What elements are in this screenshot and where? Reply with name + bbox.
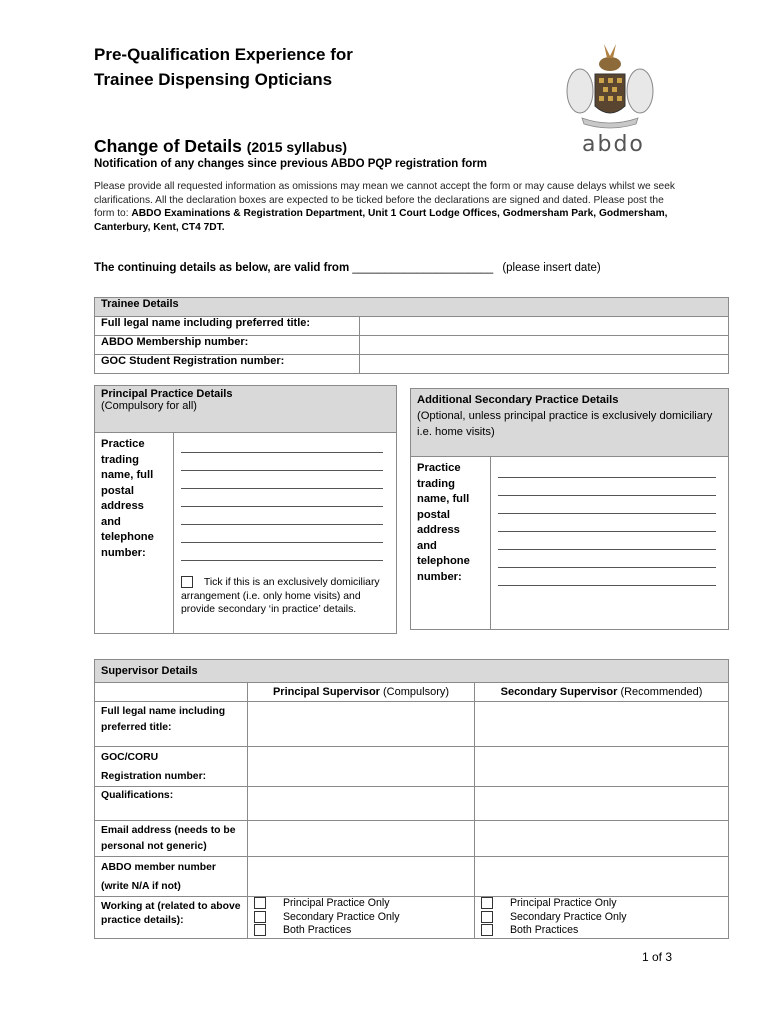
valid-from-label: The continuing details as below, are valid from [94, 262, 350, 274]
secondary-supervisor-header [475, 683, 729, 702]
notification-subheading: Notification of any changes since previous ABDO PQP registration form [94, 158, 487, 170]
principal-supervisor-qualifications-field[interactable] [248, 787, 475, 821]
supervisor-abdo-label [95, 857, 248, 897]
secondary-supervisor-qualifications-field[interactable] [475, 787, 729, 821]
principal-label-cell [95, 432, 174, 634]
principal-working-options [248, 897, 475, 939]
valid-from-hint: (please insert date) [502, 262, 601, 274]
change-of-details-label: Change of Details [94, 136, 242, 156]
goc-label-line-1: GOC/CORU [101, 752, 159, 763]
secondary-option-1-label: Principal Practice Only [509, 897, 617, 909]
goc-label-line-2: Registration number: [101, 771, 207, 782]
domiciliary-tick-row [181, 576, 387, 617]
principal-practice-box [94, 385, 397, 634]
title-line-2: Trainee Dispensing Opticians [94, 70, 333, 89]
supervisor-corner-cell [95, 683, 248, 702]
principal-option-1-label: Principal Practice Only [282, 897, 390, 909]
postal-address: ABDO Examinations & Registration Department, Unit 1 Court Lodge Offices, Godmersham Park, Godmersham, Canterbury, Kent, CT4 7DT. [94, 208, 668, 233]
secondary-option-3 [481, 924, 722, 938]
supervisor-heading: Supervisor Details [95, 660, 729, 683]
domiciliary-checkbox[interactable] [181, 576, 193, 588]
trainee-details-table [94, 297, 729, 374]
secondary-practice-box [410, 388, 729, 630]
intro-text: Please provide all requested information as omissions may mean we cannot accept the form or may cause delays whilst we seek clarifications. All the declaration boxes are expected to be ticked before the declarations are signed and dated. Please post the form to: [94, 181, 675, 219]
valid-from-date-field[interactable]: ______________________ [352, 262, 494, 274]
principal-option-3-label: Both Practices [282, 924, 352, 936]
secondary-option-2 [481, 911, 722, 925]
secondary-option-1 [481, 897, 722, 911]
secondary-supervisor-name-field[interactable] [475, 702, 729, 747]
principal-practice-subheading: (Compulsory for all) [101, 400, 197, 412]
principal-option-1 [254, 897, 468, 911]
trainee-membership-field[interactable] [360, 336, 729, 355]
principal-supervisor-note: (Compulsory) [383, 686, 450, 698]
secondary-address-label: Practice trading name, full postal address and telephone number: [417, 462, 470, 583]
principal-option-2 [254, 911, 468, 925]
trainee-heading: Trainee Details [95, 298, 729, 317]
supervisor-name-label: Full legal name including preferred title: [95, 702, 248, 747]
abdo-label-line-1: ABDO member number [101, 862, 216, 873]
principal-supervisor-email-field[interactable] [248, 821, 475, 857]
principal-supervisor-goc-field[interactable] [248, 747, 475, 787]
secondary-option-3-checkbox[interactable] [481, 924, 493, 936]
valid-from-line [94, 262, 601, 274]
secondary-supervisor-abdo-field[interactable] [475, 857, 729, 897]
form-title [94, 42, 353, 92]
principal-practice-header [95, 386, 396, 432]
principal-option-1-checkbox[interactable] [254, 897, 266, 909]
supervisor-goc-label [95, 747, 248, 787]
principal-practice-heading: Principal Practice Details [101, 388, 233, 400]
principal-address-label: Practice trading name, full postal address and telephone number: [101, 438, 154, 559]
principal-supervisor-header [248, 683, 475, 702]
secondary-option-2-checkbox[interactable] [481, 911, 493, 923]
principal-supervisor-title: Principal Supervisor [272, 686, 380, 698]
secondary-supervisor-note: (Recommended) [620, 686, 703, 698]
title-line-1: Pre-Qualification Experience for [94, 45, 353, 64]
secondary-practice-header [411, 389, 728, 456]
abdo-logo-text: abdo [582, 132, 645, 157]
supervisor-email-label: Email address (needs to be personal not generic) [95, 821, 248, 857]
syllabus-label: (2015 syllabus) [246, 139, 348, 155]
trainee-name-field[interactable] [360, 317, 729, 336]
supervisor-details-table [94, 659, 729, 939]
page-number: 1 of 3 [642, 950, 673, 964]
principal-option-2-checkbox[interactable] [254, 911, 266, 923]
secondary-working-options [475, 897, 729, 939]
supervisor-working-label: Working at (related to above practice details): [95, 897, 248, 939]
secondary-supervisor-goc-field[interactable] [475, 747, 729, 787]
principal-supervisor-abdo-field[interactable] [248, 857, 475, 897]
secondary-option-3-label: Both Practices [509, 924, 579, 936]
secondary-supervisor-title: Secondary Supervisor [500, 686, 618, 698]
secondary-label-cell [411, 456, 491, 630]
principal-option-3 [254, 924, 468, 938]
principal-option-3-checkbox[interactable] [254, 924, 266, 936]
domiciliary-tick-text: Tick if this is an exclusively domiciliary arrangement (i.e. only home visits) and provide secondary ‘in practice’ details. [181, 577, 380, 615]
trainee-goc-label: GOC Student Registration number: [95, 355, 360, 374]
abdo-label-line-2: (write N/A if not) [101, 881, 181, 892]
trainee-name-label: Full legal name including preferred title: [95, 317, 360, 336]
secondary-practice-subheading: (Optional, unless principal practice is exclusively domiciliary i.e. home visits) [417, 410, 713, 438]
secondary-option-1-checkbox[interactable] [481, 897, 493, 909]
secondary-option-2-label: Secondary Practice Only [509, 910, 627, 923]
supervisor-qualifications-label: Qualifications: [95, 787, 248, 821]
principal-option-2-label: Secondary Practice Only [282, 910, 400, 923]
secondary-supervisor-email-field[interactable] [475, 821, 729, 857]
change-of-details-heading [94, 136, 347, 157]
trainee-membership-label: ABDO Membership number: [95, 336, 360, 355]
principal-address-field[interactable] [174, 432, 397, 634]
principal-supervisor-name-field[interactable] [248, 702, 475, 747]
intro-paragraph [94, 180, 684, 234]
crest-icon [560, 36, 660, 136]
secondary-address-field[interactable] [491, 456, 729, 630]
secondary-practice-heading: Additional Secondary Practice Details [417, 394, 619, 406]
trainee-goc-field[interactable] [360, 355, 729, 374]
